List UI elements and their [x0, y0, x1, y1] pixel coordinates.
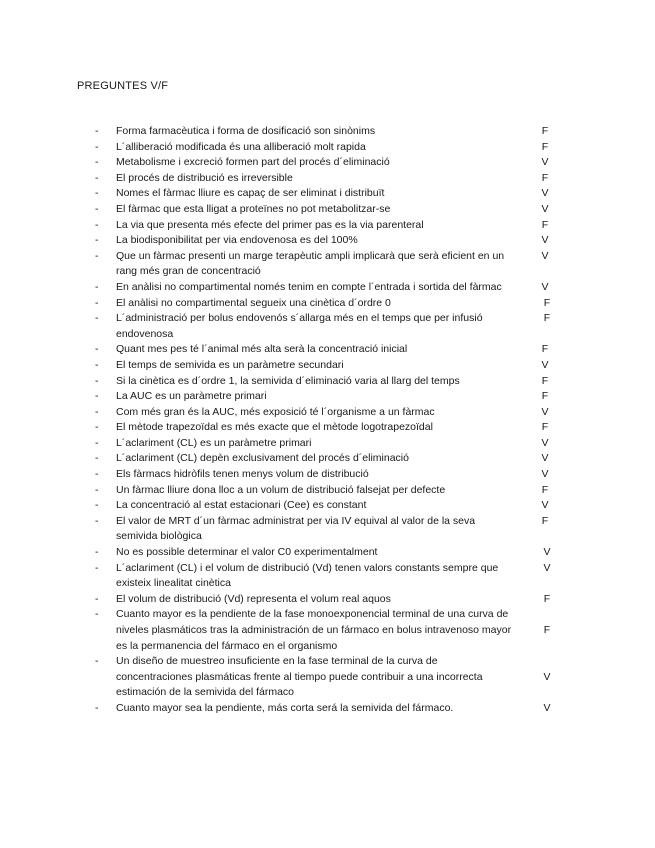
bullet-dash: - [95, 374, 99, 387]
list-item [0, 701, 655, 717]
question-text: Els fàrmacs hidròfils tenen menys volum de distribució [116, 468, 369, 481]
bullet-dash: - [95, 421, 99, 434]
answer-letter: V [541, 405, 549, 418]
bullet-dash: - [95, 546, 99, 559]
question-text: La AUC es un paràmetre primari [116, 390, 267, 403]
bullet-dash: - [95, 296, 99, 309]
question-text: La biodisponibilitat per via endovenosa es del 100% [116, 234, 358, 247]
list-item [0, 436, 655, 452]
question-list [0, 124, 655, 717]
question-text: L´aclariment (CL) i el volum de distribució (Vd) tenen valors constants sempre que existeix linealitat cinètica [116, 561, 499, 590]
answer-letter: V [541, 202, 549, 215]
bullet-dash: - [95, 187, 99, 200]
list-item [0, 607, 655, 654]
question-text: Que un fàrmac presenti un marge terapèutic ampli implicarà que serà eficient en un rang més gran de concentració [116, 249, 505, 278]
answer-letter: V [541, 358, 549, 371]
bullet-dash: - [95, 514, 99, 527]
bullet-dash: - [95, 343, 99, 356]
bullet-dash: - [95, 171, 99, 184]
question-text: L´alliberació modificada és una alliberació molt rapida [116, 140, 366, 153]
question-text: En anàlisi no compartimental només tenim en compte l´entrada i sortida del fàrmac [116, 280, 502, 293]
bullet-dash: - [95, 249, 99, 262]
answer-letter: F [543, 624, 551, 636]
question-text: El volum de distribució (Vd) representa el volum real aquos [116, 592, 391, 605]
question-text: Forma farmacèutica i forma de dosificació son sinònims [116, 125, 376, 137]
question-text: L´aclariment (CL) depèn exclusivament del procés d´eliminació [116, 452, 409, 465]
list-item [0, 233, 655, 249]
answer-letter: F [541, 421, 549, 434]
list-item [0, 311, 655, 342]
list-item [0, 451, 655, 467]
list-item [0, 296, 655, 312]
page-title: PREGUNTES V/F [77, 80, 169, 92]
bullet-dash: - [95, 234, 99, 247]
bullet-dash: - [95, 218, 99, 231]
answer-letter: F [541, 171, 549, 184]
question-text: El valor de MRT d´un fàrmac administrat per via IV equival al valor de la seva semivida biològica [116, 514, 476, 543]
list-item [0, 467, 655, 483]
question-text: El fàrmac que esta lligat a proteïnes no pot metabolitzar-se [116, 202, 391, 215]
question-text: El temps de semivida es un paràmetre secundari [116, 358, 344, 371]
answer-letter: V [541, 280, 549, 293]
list-item [0, 545, 655, 561]
list-item [0, 280, 655, 296]
answer-letter: V [543, 546, 551, 559]
question-text: No es possible determinar el valor C0 experimentalment [116, 546, 378, 559]
bullet-dash: - [95, 312, 99, 325]
question-text: Quant mes pes té l´animal més alta serà la concentració inicial [116, 343, 408, 356]
question-text: La via que presenta més efecte del primer pas es la via parenteral [116, 218, 424, 231]
bullet-dash: - [95, 358, 99, 371]
answer-letter: V [541, 468, 549, 481]
bullet-dash: - [95, 499, 99, 512]
answer-letter: V [541, 234, 549, 247]
list-item [0, 249, 655, 280]
bullet-dash: - [95, 592, 99, 605]
list-item [0, 218, 655, 234]
question-text: La concentració al estat estacionari (Cee) es constant [116, 499, 367, 512]
bullet-dash: - [95, 405, 99, 418]
question-text: Cuanto mayor es la pendiente de la fase monoexponencial terminal de una curva de niveles plasmáticos tras la administración de un fármaco en bolus intravenoso mayor es la permanencia del fármaco en el organismo [116, 608, 512, 652]
answer-letter: V [543, 701, 551, 714]
bullet-dash: - [95, 390, 99, 403]
bullet-dash: - [95, 280, 99, 293]
answer-letter: F [541, 374, 549, 387]
answer-letter: F [541, 483, 549, 496]
answer-letter: F [541, 140, 549, 153]
bullet-dash: - [95, 452, 99, 465]
list-item [0, 155, 655, 171]
bullet-dash: - [95, 156, 99, 169]
list-item [0, 171, 655, 187]
answer-letter: F [541, 343, 549, 356]
list-item [0, 140, 655, 156]
question-text: L´administració per bolus endovenós s´allarga més en el temps que per infusió endovenosa [116, 312, 483, 340]
list-item [0, 405, 655, 421]
question-text: Com més gran és la AUC, més exposició té l´organisme a un fàrmac [116, 405, 435, 418]
answer-letter: V [543, 670, 551, 683]
answer-letter: F [541, 125, 549, 137]
list-item [0, 358, 655, 374]
list-item [0, 592, 655, 608]
list-item [0, 420, 655, 436]
list-item [0, 483, 655, 499]
question-text: Nomes el fàrmac lliure es capaç de ser eliminat i distribuït [116, 187, 385, 200]
answer-letter: V [541, 249, 549, 262]
answer-letter: V [541, 499, 549, 512]
answer-letter: V [541, 452, 549, 465]
answer-letter: V [543, 561, 551, 574]
answer-letter: F [541, 514, 549, 527]
question-text: Un fàrmac lliure dona lloc a un volum de distribució falsejat per defecte [116, 483, 446, 496]
bullet-dash: - [95, 140, 99, 153]
question-text: El anàlisi no compartimental segueix una cinètica d´ordre 0 [116, 296, 391, 309]
question-text: El mètode trapezoïdal es més exacte que el mètode logotrapezoïdal [116, 421, 433, 434]
list-item [0, 389, 655, 405]
answer-letter: F [543, 312, 551, 325]
question-text: El procés de distribució es irreversible [116, 171, 293, 184]
bullet-dash: - [95, 655, 99, 668]
bullet-dash: - [95, 202, 99, 215]
bullet-dash: - [95, 468, 99, 481]
answer-letter: F [543, 592, 551, 605]
list-item [0, 186, 655, 202]
list-item [0, 342, 655, 358]
list-item [0, 561, 655, 592]
answer-letter: F [541, 218, 549, 231]
question-text: Cuanto mayor sea la pendiente, más corta será la semivida del fármaco. [116, 701, 454, 714]
answer-letter: V [541, 436, 549, 449]
answer-letter: F [541, 390, 549, 403]
list-item [0, 374, 655, 390]
question-text: Si la cinètica es d´ordre 1, la semivida d´eliminació varia al llarg del temps [116, 374, 460, 387]
list-item [0, 498, 655, 514]
answer-letter: V [541, 187, 549, 200]
bullet-dash: - [95, 561, 99, 574]
question-text: Un diseño de muestreo insuficiente en la fase terminal de la curva de concentraciones plasmáticas frente al tiempo puede contribuir a una incorrecta estimación de la semivida del fármaco [116, 655, 483, 699]
bullet-dash: - [95, 125, 99, 137]
question-text: L´aclariment (CL) es un paràmetre primari [116, 436, 312, 449]
list-item [0, 124, 655, 140]
bullet-dash: - [95, 608, 99, 621]
bullet-dash: - [95, 436, 99, 449]
bullet-dash: - [95, 483, 99, 496]
list-item [0, 202, 655, 218]
answer-letter: V [541, 156, 549, 169]
list-item [0, 514, 655, 545]
question-text: Metabolisme i excreció formen part del procés d´eliminació [116, 156, 390, 169]
bullet-dash: - [95, 701, 99, 714]
list-item [0, 654, 655, 701]
answer-letter: F [543, 296, 551, 309]
